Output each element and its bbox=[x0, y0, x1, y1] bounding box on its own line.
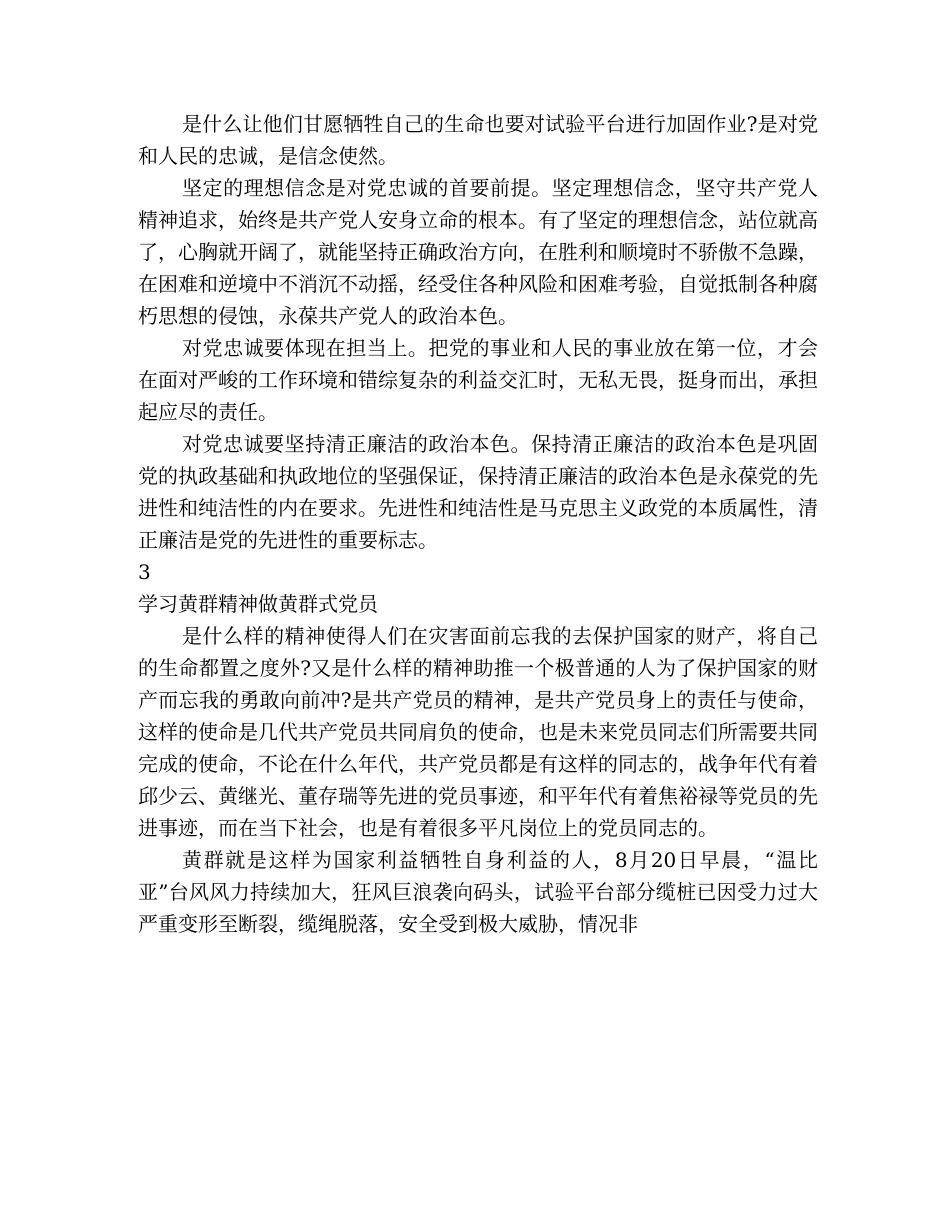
section-paragraph-1: 是什么样的精神使得人们在灾害面前忘我的去保护国家的财产，将自己的生命都置之度外?又是什么样的精神助推一个极普通的人为了保护国家的财产而忘我的勇敢向前冲?是共产党员的精神，是共产党员身上的责任与使命，这样的使命是几代共产党员共同肩负的使命，也是未来党员同志们所需要共同完成的使命，不论在什么年代，共产党员都是有这样的同志的，战争年代有着邱少云、黄继光、董存瑞等先进的党员事迹，和平年代有着焦裕禄等党员的先进事迹，而在当下社会，也是有着很多平凡岗位上的党员同志的。 bbox=[138, 624, 818, 840]
paragraph-3: 对党忠诚要体现在担当上。把党的事业和人民的事业放在第一位，才会在面对严峻的工作环境和错综复杂的利益交汇时，无私无畏，挺身而出，承担起应尽的责任。 bbox=[138, 336, 818, 424]
paragraph-2: 坚定的理想信念是对党忠诚的首要前提。坚定理想信念，坚守共产党人精神追求，始终是共产党人安身立命的根本。有了坚定的理想信念，站位就高了，心胸就开阔了，就能坚持正确政治方向，在胜利和顺境时不骄傲不急躁，在困难和逆境中不消沉不动摇，经受住各种风险和困难考验，自觉抵制各种腐朽思想的侵蚀，永葆共产党人的政治本色。 bbox=[138, 176, 818, 328]
section-paragraph-2: 黄群就是这样为国家利益牺牲自身利益的人，8月20日早晨，“温比亚”台风风力持续加大，狂风巨浪袭向码头，试验平台部分缆桩已因受力过大严重变形至断裂，缆绳脱落，安全受到极大威胁，情况非 bbox=[138, 848, 818, 936]
document-page bbox=[138, 108, 818, 940]
section-number: 3 bbox=[138, 560, 151, 584]
paragraph-4: 对党忠诚要坚持清正廉洁的政治本色。保持清正廉洁的政治本色是巩固党的执政基础和执政地位的坚强保证，保持清正廉洁的政治本色是永葆党的先进性和纯洁性的内在要求。先进性和纯洁性是马克思主义政党的本质属性，清正廉洁是党的先进性的重要标志。 bbox=[138, 432, 818, 552]
section-title: 学习黄群精神做黄群式党员 bbox=[138, 592, 378, 616]
paragraph-1: 是什么让他们甘愿牺牲自己的生命也要对试验平台进行加固作业?是对党和人民的忠诚，是信念使然。 bbox=[138, 112, 818, 168]
